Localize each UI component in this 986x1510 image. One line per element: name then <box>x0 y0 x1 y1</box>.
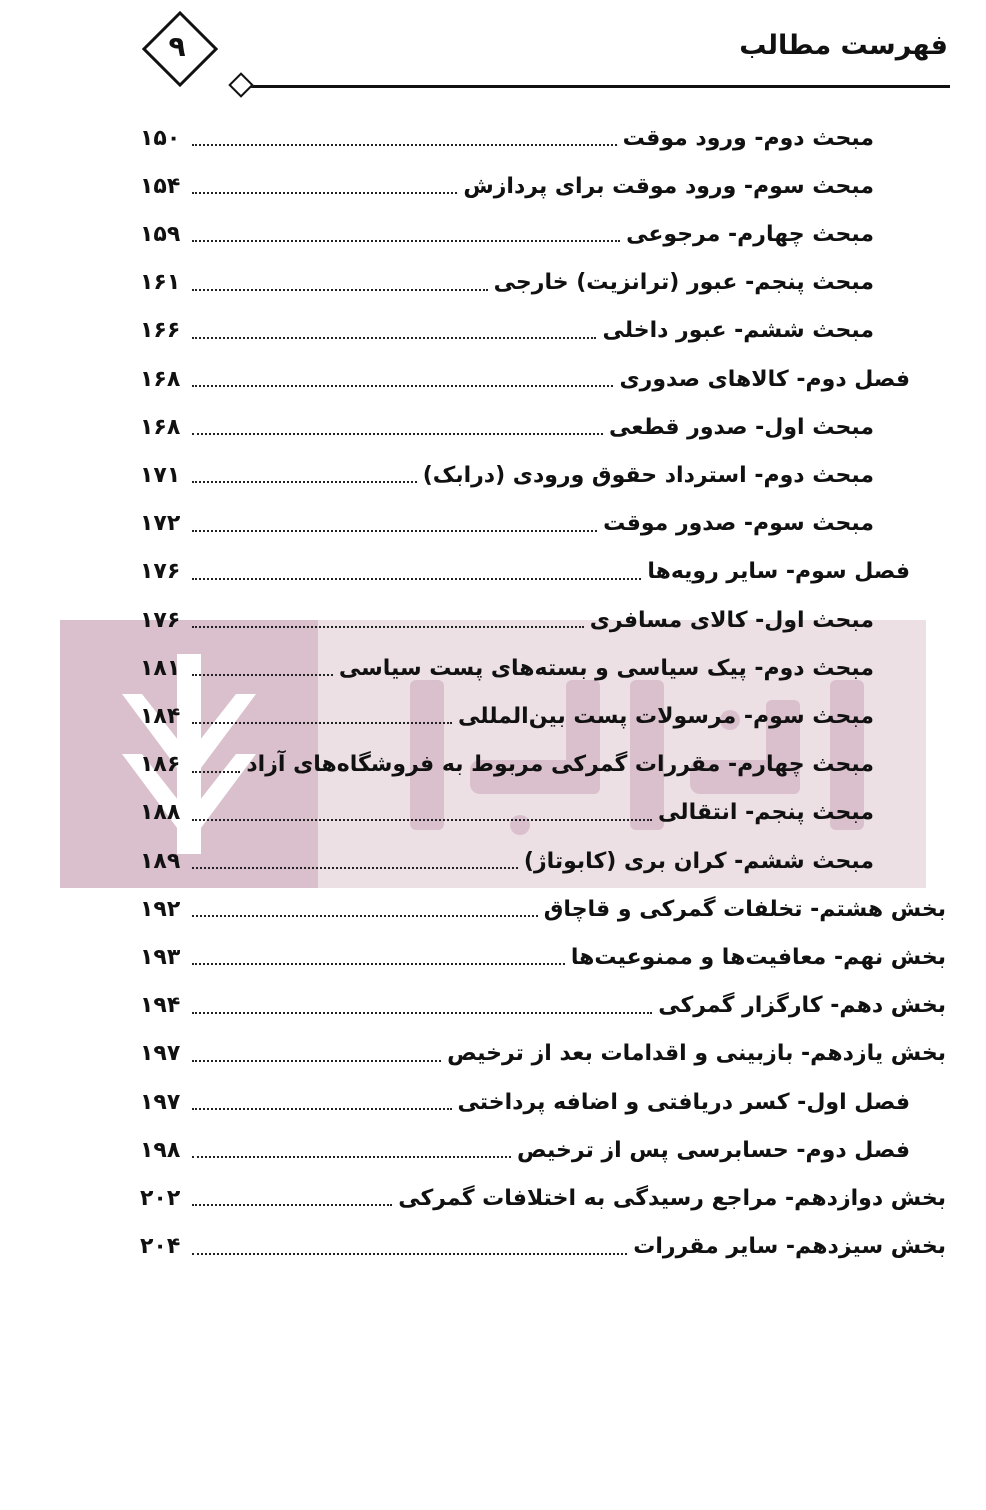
toc-dot-leader <box>192 963 565 965</box>
toc-dot-leader <box>192 530 597 532</box>
toc-dot-leader <box>192 337 596 339</box>
toc-title: فصل اول- کسر دریافتی و اضافه پرداختی <box>457 1089 910 1115</box>
toc-dot-leader <box>192 1060 441 1062</box>
toc-page-number: ۱۹۸ <box>140 1137 181 1163</box>
toc-dot-leader <box>192 1012 652 1014</box>
toc-dot-leader <box>192 722 452 724</box>
toc-entry <box>140 455 874 495</box>
toc-entry <box>140 552 910 592</box>
toc-title: فصل دوم- حسابرسی پس از ترخیص <box>517 1137 910 1163</box>
toc-page-number: ۱۷۶ <box>140 559 181 585</box>
page-number: ۹ <box>168 29 186 63</box>
toc-dot-leader <box>192 626 584 628</box>
toc-page-number: ۱۷۱ <box>140 462 181 488</box>
toc-page-number: ۱۶۸ <box>140 366 181 392</box>
toc-title: فصل دوم- کالاهای صدوری <box>619 366 910 392</box>
toc-title: مبحث چهارم- مقررات گمرکی مربوط به فروشگاه‌های آزاد <box>246 752 874 778</box>
toc-title: بخش هشتم- تخلفات گمرکی و قاچاق <box>543 896 946 922</box>
toc-entry <box>140 937 946 977</box>
toc-title: بخش نهم- معافیت‌ها و ممنوعیت‌ها <box>570 944 946 970</box>
toc-title: مبحث ششم- کران بری (کابوتاژ) <box>523 848 874 874</box>
toc-page-number: ۱۶۱ <box>140 270 181 296</box>
toc-title: مبحث دوم- استرداد حقوق ورودی (درابک) <box>422 462 874 488</box>
toc-dot-leader <box>192 674 333 676</box>
toc-entry <box>140 745 874 785</box>
toc-title: مبحث اول- کالای مسافری <box>589 607 874 633</box>
toc-dot-leader <box>192 1253 627 1255</box>
toc-page-number: ۱۹۷ <box>140 1041 181 1067</box>
toc-page-number: ۱۶۶ <box>140 318 181 344</box>
toc-page-number: ۱۷۶ <box>140 607 181 633</box>
toc-entry <box>140 407 874 447</box>
toc-page-number: ۱۹۴ <box>140 993 181 1019</box>
toc-page-number: ۲۰۴ <box>140 1234 181 1260</box>
toc-page-number: ۱۵۰ <box>140 125 181 151</box>
toc-entry <box>140 504 874 544</box>
toc-entry <box>140 1082 910 1122</box>
toc-dot-leader <box>192 771 240 773</box>
toc-entry <box>140 311 874 351</box>
toc-title: مبحث سوم- ورود موقت برای پردازش <box>463 173 874 199</box>
toc-page-number: ۱۵۹ <box>140 221 181 247</box>
toc-page-number: ۱۶۸ <box>140 414 181 440</box>
toc-dot-leader <box>192 433 603 435</box>
toc-title: مبحث چهارم- مرجوعی <box>626 221 874 247</box>
toc-dot-leader <box>192 819 652 821</box>
toc-title: مبحث دوم- پیک سیاسی و بسته‌های پست سیاسی <box>338 655 874 681</box>
toc-dot-leader <box>192 915 538 917</box>
toc-entry <box>140 214 874 254</box>
toc-dot-leader <box>192 481 417 483</box>
toc-entry <box>140 889 946 929</box>
toc-title: بخش یازدهم- بازبینی و اقدامات بعد از ترخیص <box>447 1041 946 1067</box>
toc-entry <box>140 600 874 640</box>
toc-dot-leader <box>192 192 457 194</box>
toc-page-number: ۱۸۸ <box>140 800 181 826</box>
toc-title: مبحث سوم- مرسولات پست بین‌المللی <box>457 703 874 729</box>
toc-dot-leader <box>192 1108 452 1110</box>
toc-entry <box>140 166 874 206</box>
toc-dot-leader <box>192 1156 511 1158</box>
toc-page-number: ۱۷۲ <box>140 511 181 537</box>
toc-page-number: ۱۸۱ <box>140 655 181 681</box>
toc-page-number: ۱۹۲ <box>140 896 181 922</box>
toc-entry <box>140 359 910 399</box>
toc-title: بخش سیزدهم- سایر مقررات <box>633 1234 946 1260</box>
toc-page-number: ۱۹۷ <box>140 1089 181 1115</box>
toc-entry <box>140 1130 910 1170</box>
running-title: فهرست مطالب <box>739 30 948 61</box>
toc-entry <box>140 1034 946 1074</box>
toc-dot-leader <box>192 578 641 580</box>
toc-title: مبحث پنجم- عبور (ترانزیت) خارجی <box>493 270 874 296</box>
toc-dot-leader <box>192 289 488 291</box>
toc-entry <box>140 1227 946 1267</box>
toc-entry <box>140 648 874 688</box>
toc-dot-leader <box>192 1204 392 1206</box>
toc-title: مبحث اول- صدور قطعی <box>609 414 874 440</box>
toc-title: مبحث ششم- عبور داخلی <box>602 318 874 344</box>
toc-page-number: ۱۸۴ <box>140 703 181 729</box>
toc-title: مبحث سوم- صدور موقت <box>603 511 874 537</box>
toc-dot-leader <box>192 144 617 146</box>
toc-title: فصل سوم- سایر رویه‌ها <box>647 559 910 585</box>
toc-entry <box>140 263 874 303</box>
toc-page-number: ۱۵۴ <box>140 173 181 199</box>
toc-entry <box>140 696 874 736</box>
toc-page-number: ۲۰۲ <box>140 1185 181 1211</box>
toc-entry <box>140 986 946 1026</box>
toc-page-number: ۱۸۹ <box>140 848 181 874</box>
toc-entry <box>140 1178 946 1218</box>
toc-dot-leader <box>192 385 613 387</box>
toc-dot-leader <box>192 867 518 869</box>
toc-page-number: ۱۹۳ <box>140 944 181 970</box>
toc-title: مبحث پنجم- انتقالی <box>658 800 874 826</box>
toc-page-number: ۱۸۶ <box>140 752 181 778</box>
toc-title: بخش دهم- کارگزار گمرکی <box>658 993 946 1019</box>
toc-title: مبحث دوم- ورود موقت <box>622 125 874 151</box>
toc-entry <box>140 118 874 158</box>
toc-entry <box>140 793 874 833</box>
toc-title: بخش دوازدهم- مراجع رسیدگی به اختلافات گمرکی <box>398 1185 946 1211</box>
toc-dot-leader <box>192 240 620 242</box>
toc-entry <box>140 841 874 881</box>
